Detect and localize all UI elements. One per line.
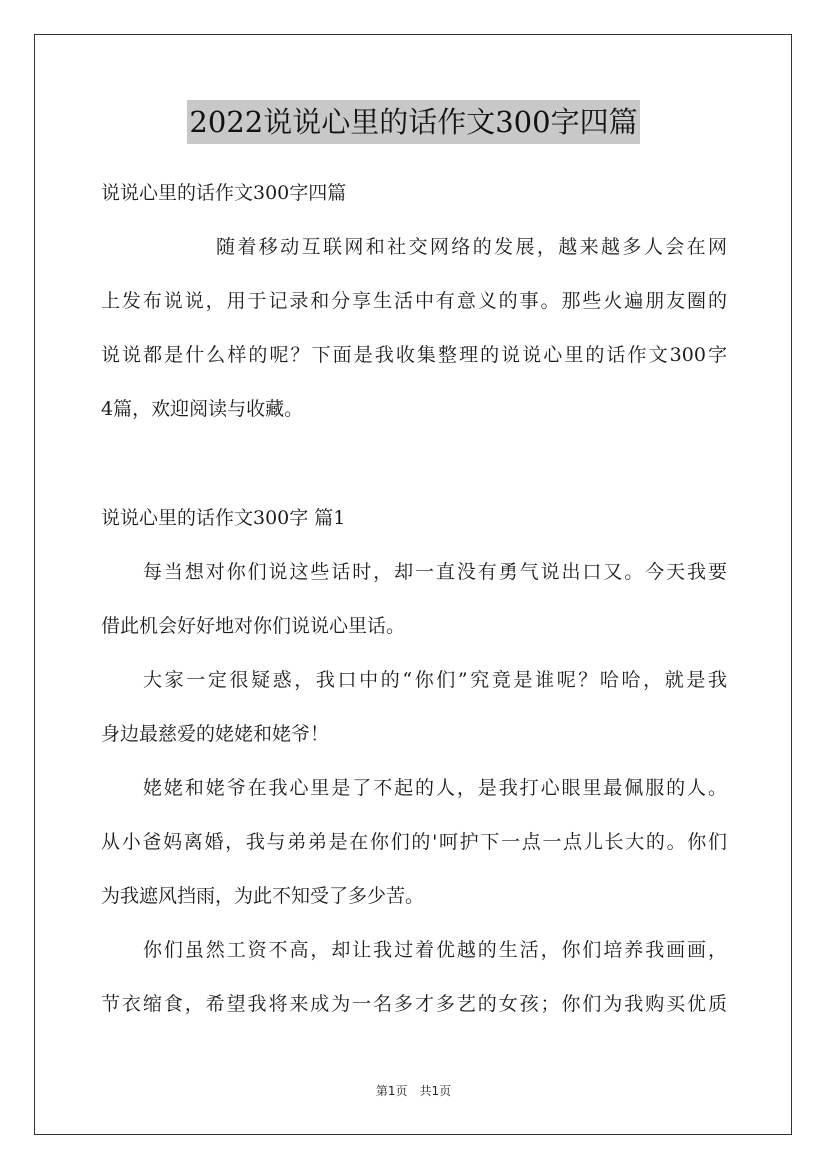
body-line-7: 为我遮风挡雨，为此不知受了多少苦。 <box>101 885 425 907</box>
body-line-2: 借此机会好好地对你们说说心里话。 <box>101 615 406 637</box>
body-line-4: 身边最慈爱的姥姥和姥爷！ <box>101 723 330 745</box>
body-line-8: 你们虽然工资不高，却让我过着优越的生活，你们培养我画画， <box>143 939 727 961</box>
title-container <box>0 100 827 144</box>
page-number: 第1页 共1页 <box>375 1084 452 1098</box>
intro-line-3: 说说都是什么样的呢？下面是我收集整理的说说心里的话作文300字 <box>101 344 727 366</box>
body-line-1: 每当想对你们说这些话时，却一直没有勇气说出口又。今天我要 <box>143 561 727 583</box>
subtitle: 说说心里的话作文300字四篇 <box>101 182 347 204</box>
body-line-3: 大家一定很疑惑，我口中的“你们”究竟是谁呢？哈哈，就是我 <box>143 669 727 691</box>
section-heading: 说说心里的话作文300字 篇1 <box>101 507 346 529</box>
intro-line-2: 上发布说说，用于记录和分享生活中有意义的事。那些火遍朋友圈的 <box>101 290 727 312</box>
body-line-5: 姥姥和姥爷在我心里是了不起的人，是我打心眼里最佩服的人。 <box>143 777 727 799</box>
intro-line-4: 4篇，欢迎阅读与收藏。 <box>101 398 304 420</box>
intro-line-1: 随着移动互联网和社交网络的发展，越来越多人会在网 <box>216 236 727 258</box>
document-title: 2022说说心里的话作文300字四篇 <box>187 100 639 144</box>
body-line-9: 节衣缩食，希望我将来成为一名多才多艺的女孩；你们为我购买优质 <box>101 993 727 1015</box>
body-line-6: 从小爸妈离婚，我与弟弟是在你们的'呵护下一点一点儿长大的。你们 <box>101 831 727 853</box>
